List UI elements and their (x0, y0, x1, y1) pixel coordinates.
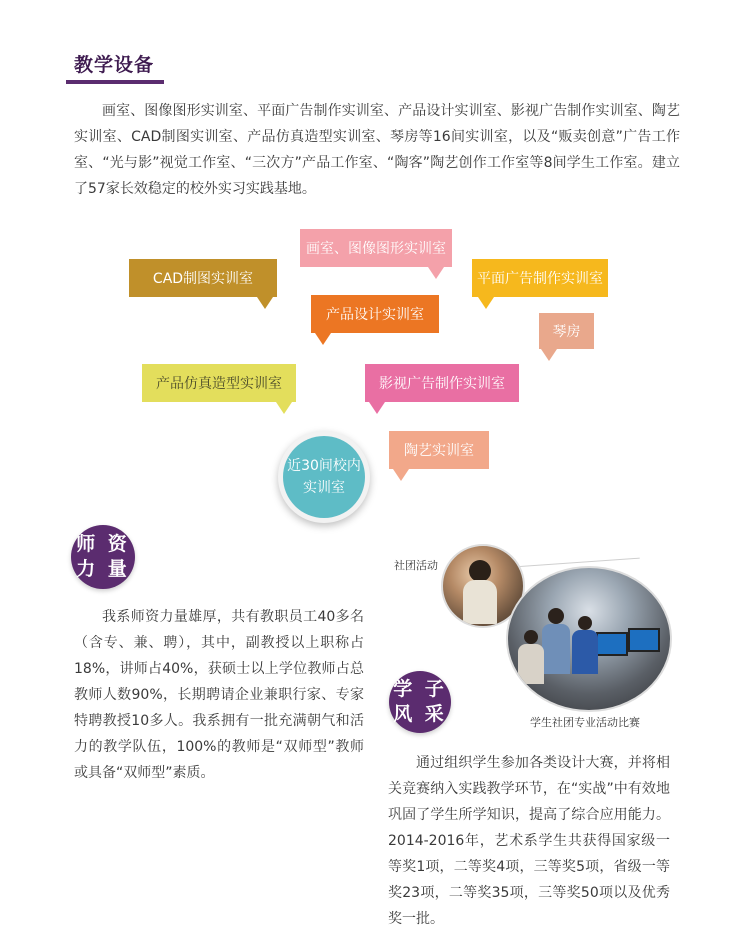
bubble-cad (129, 259, 277, 297)
bubble-qinfang-label: 琴房 (552, 324, 581, 340)
bubble-yingshi-label: 影视广告制作实训室 (379, 376, 505, 392)
photo-person-head (578, 616, 592, 630)
bubble-chanpin-label: 产品设计实训室 (326, 307, 424, 323)
club-competition-caption: 学生社团专业活动比赛 (530, 716, 640, 729)
students-text: 通过组织学生参加各类设计大赛，并将相关竞赛纳入实践教学环节，在“实战”中有效地巩固了学生所学知识，提高了综合应用能力。2014-2016年，艺术系学生共获得国家级一等奖1项，二等奖4项，三等奖5项，省级一等奖23项，二等奖35项，三等奖50项以及优秀奖一批。 (388, 755, 670, 927)
photo-monitor (628, 628, 660, 652)
photo-person-shirt (542, 624, 570, 674)
photo-person-head (548, 608, 564, 624)
photo-figure-head (469, 560, 491, 582)
bubble-taoyi (389, 431, 489, 469)
students-badge-line1: 学 子 (393, 678, 447, 700)
bubble-cad-tail (257, 297, 273, 309)
faculty-badge (71, 525, 135, 589)
students-badge-line2: 风 采 (393, 703, 447, 725)
bubble-fangzhen-label: 产品仿真造型实训室 (156, 376, 282, 392)
photo-person-head (524, 630, 538, 644)
faculty-badge-line1: 师 资 (76, 533, 130, 555)
club-competition-photo (506, 566, 672, 712)
bubble-chanpin-tail (315, 333, 331, 345)
club-activity-caption: 社团活动 (394, 559, 438, 572)
photo-person-shirt (572, 630, 598, 674)
center-line1: 近30间校内 (287, 458, 361, 474)
bubble-taoyi-tail (393, 469, 409, 481)
faculty-badge-line2: 力 量 (76, 558, 130, 580)
bubble-huashi-tail (428, 267, 444, 279)
photo-figure-body (463, 580, 497, 624)
center-circle (278, 431, 370, 523)
bubble-pingmian (472, 259, 608, 297)
bubble-pingmian-label: 平面广告制作实训室 (477, 271, 603, 287)
section-title: 教学设备 (74, 54, 155, 76)
equipment-intro: 画室、图像图形实训室、平面广告制作实训室、产品设计实训室、影视广告制作实训室、陶艺实训室、CAD制图实训室、产品仿真造型实训室、琴房等16间实训室，以及“贩卖创意”广告工作室、“光与影”视觉工作室、“三次方”产品工作室、“陶客”陶艺创作工作室等8间学生工作室。建立了57家长效稳定的校外实习实践基地。 (74, 103, 680, 197)
bubble-huashi-label: 画室、图像图形实训室 (306, 241, 446, 257)
bubble-cad-label: CAD制图实训室 (152, 271, 254, 287)
bubble-pingmian-tail (478, 297, 494, 309)
bubble-fangzhen-tail (276, 402, 292, 414)
section-title-underline (66, 80, 164, 84)
bubble-fangzhen (142, 364, 296, 402)
bubble-huashi (300, 229, 452, 267)
photo-person-shirt (518, 644, 544, 684)
students-badge (389, 671, 451, 733)
bubble-chanpin (311, 295, 439, 333)
center-circle-inner (283, 436, 365, 518)
bubble-taoyi-label: 陶艺实训室 (404, 443, 474, 459)
bubble-qinfang-tail (541, 349, 557, 361)
center-line2: 实训室 (303, 480, 345, 496)
bubble-yingshi-tail (369, 402, 385, 414)
bubble-qinfang (539, 313, 594, 349)
bubble-yingshi (365, 364, 519, 402)
faculty-text: 我系师资力量雄厚，共有教职员工40多名（含专、兼、聘），其中，副教授以上职称占18%，讲师占40%，获硕士以上学位教师占总教师人数90%，长期聘请企业兼职行家、专家特聘教授10多人。我系拥有一批充满朝气和活力的教学队伍，100%的教师是“双师型”教师或具备“双师型”素质。 (74, 609, 364, 781)
photo-monitor (596, 632, 628, 656)
